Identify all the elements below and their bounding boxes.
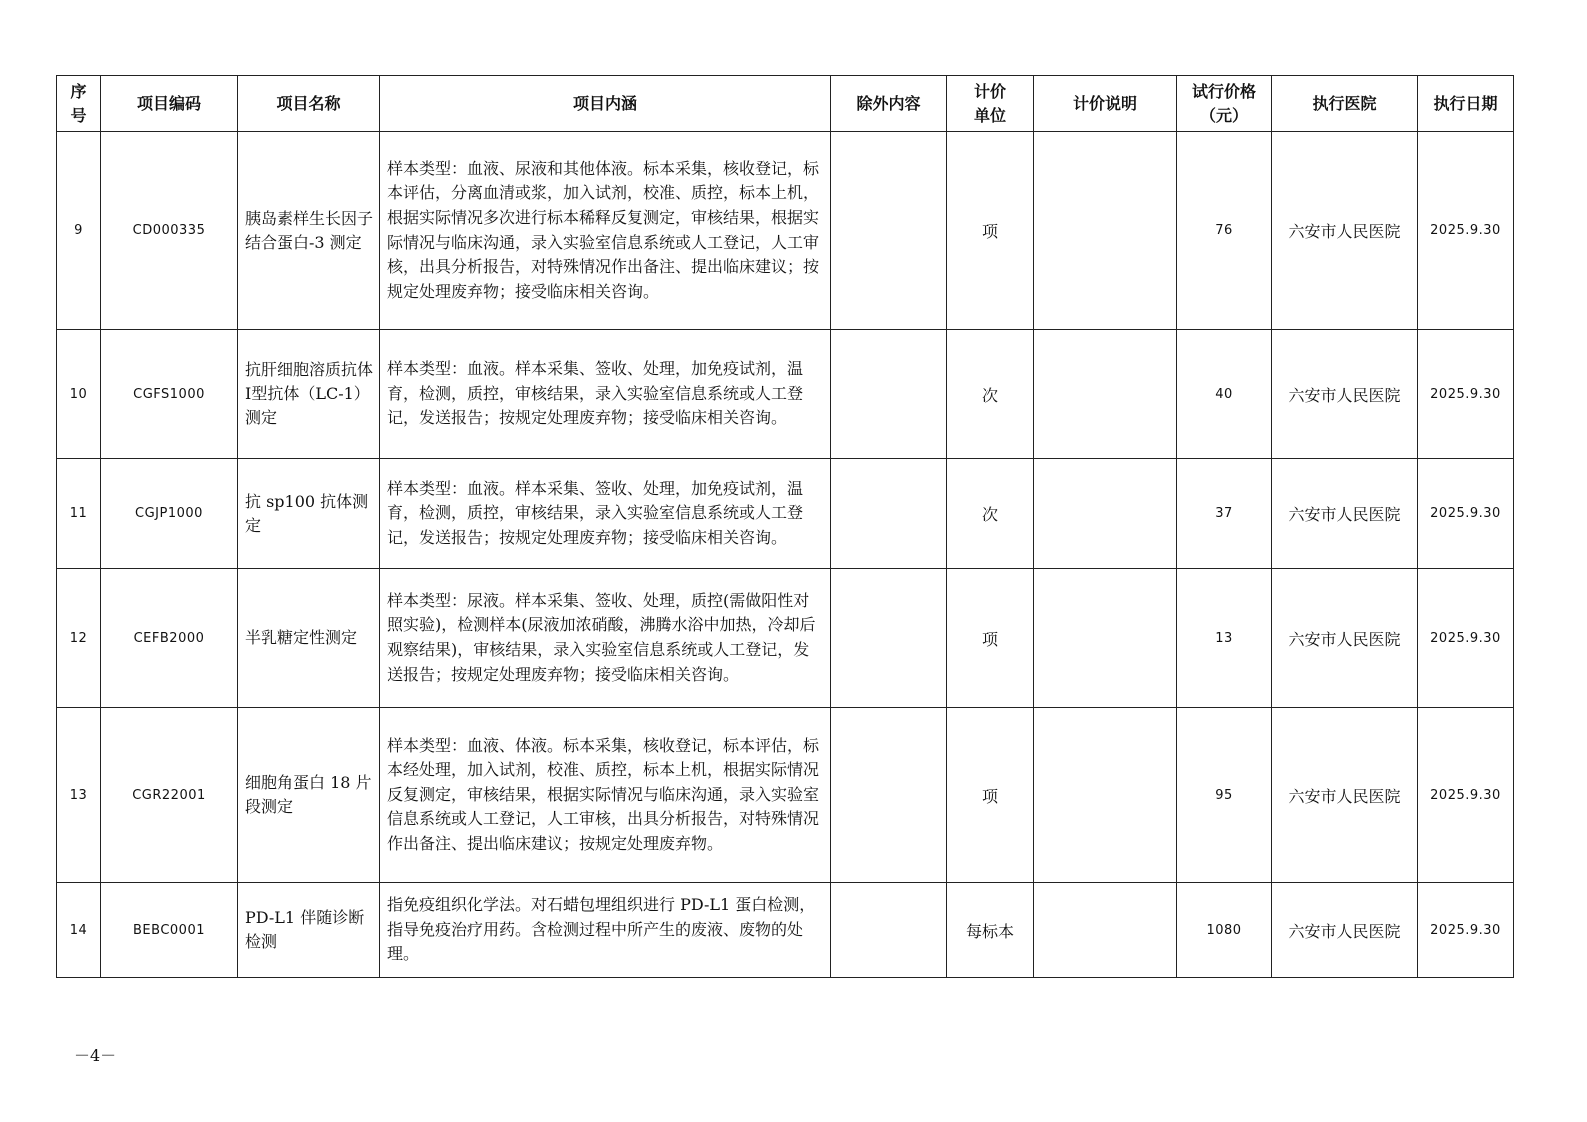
cell-exclusion	[831, 708, 947, 883]
cell-code: BEBC0001	[101, 883, 238, 978]
cell-seq: 14	[57, 883, 101, 978]
cell-note	[1034, 569, 1177, 708]
cell-name: 半乳糖定性测定	[238, 569, 380, 708]
cell-unit: 项	[947, 569, 1034, 708]
header-content: 项目内涵	[380, 76, 831, 132]
cell-date: 2025.9.30	[1418, 569, 1514, 708]
cell-code: CGFS1000	[101, 330, 238, 459]
table-row	[57, 569, 1514, 708]
cell-seq: 9	[57, 132, 101, 330]
cell-price: 95	[1177, 708, 1272, 883]
cell-hospital: 六安市人民医院	[1272, 569, 1418, 708]
cell-date: 2025.9.30	[1418, 883, 1514, 978]
page-number: －4－	[74, 1046, 117, 1065]
cell-content: 指免疫组织化学法。对石蜡包埋组织进行 PD-L1 蛋白检测，指导免疫治疗用药。含检测过程中所产生的废液、废物的处理。	[380, 883, 831, 978]
cell-seq: 13	[57, 708, 101, 883]
cell-exclusion	[831, 459, 947, 569]
cell-seq: 10	[57, 330, 101, 459]
cell-date: 2025.9.30	[1418, 132, 1514, 330]
cell-date: 2025.9.30	[1418, 459, 1514, 569]
table-row	[57, 883, 1514, 978]
cell-note	[1034, 708, 1177, 883]
cell-price: 40	[1177, 330, 1272, 459]
table-row	[57, 132, 1514, 330]
cell-name: 抗 sp100 抗体测定	[238, 459, 380, 569]
header-note: 计价说明	[1034, 76, 1177, 132]
header-row	[57, 76, 1514, 132]
cell-exclusion	[831, 330, 947, 459]
cell-code: CD000335	[101, 132, 238, 330]
cell-exclusion	[831, 883, 947, 978]
cell-seq: 11	[57, 459, 101, 569]
cell-content: 样本类型：血液、尿液和其他体液。标本采集，核收登记，标本评估，分离血清或浆，加入试剂，校准、质控，标本上机，根据实际情况多次进行标本稀释反复测定，审核结果，根据实际情况与临床沟通，录入实验室信息系统或人工登记，人工审核，出具分析报告，对特殊情况作出备注、提出临床建议；按规定处理废弃物；接受临床相关咨询。	[380, 132, 831, 330]
cell-note	[1034, 883, 1177, 978]
cell-unit: 次	[947, 330, 1034, 459]
cell-seq: 12	[57, 569, 101, 708]
cell-name: 胰岛素样生长因子结合蛋白-3 测定	[238, 132, 380, 330]
header-code: 项目编码	[101, 76, 238, 132]
cell-unit: 每标本	[947, 883, 1034, 978]
cell-hospital: 六安市人民医院	[1272, 459, 1418, 569]
cell-unit: 项	[947, 132, 1034, 330]
cell-note	[1034, 330, 1177, 459]
table-row	[57, 708, 1514, 883]
header-seq: 序 号	[57, 76, 101, 132]
cell-date: 2025.9.30	[1418, 708, 1514, 883]
table-row	[57, 459, 1514, 569]
cell-unit: 次	[947, 459, 1034, 569]
header-date: 执行日期	[1418, 76, 1514, 132]
cell-note	[1034, 132, 1177, 330]
cell-code: CEFB2000	[101, 569, 238, 708]
table-row	[57, 330, 1514, 459]
cell-exclusion	[831, 132, 947, 330]
cell-name: PD-L1 伴随诊断检测	[238, 883, 380, 978]
cell-exclusion	[831, 569, 947, 708]
cell-content: 样本类型：血液、体液。标本采集，核收登记，标本评估，标本经处理，加入试剂，校准、质控，标本上机，根据实际情况反复测定，审核结果，根据实际情况与临床沟通，录入实验室信息系统或人工登记，人工审核，出具分析报告，对特殊情况作出备注、提出临床建议；按规定处理废弃物。	[380, 708, 831, 883]
cell-code: CGJP1000	[101, 459, 238, 569]
cell-price: 37	[1177, 459, 1272, 569]
cell-price: 13	[1177, 569, 1272, 708]
cell-price: 76	[1177, 132, 1272, 330]
cell-unit: 项	[947, 708, 1034, 883]
cell-note	[1034, 459, 1177, 569]
cell-hospital: 六安市人民医院	[1272, 708, 1418, 883]
header-price: 试行价格 （元）	[1177, 76, 1272, 132]
cell-content: 样本类型：血液。样本采集、签收、处理，加免疫试剂，温育，检测，质控，审核结果，录入实验室信息系统或人工登记，发送报告；按规定处理废弃物；接受临床相关咨询。	[380, 330, 831, 459]
cell-hospital: 六安市人民医院	[1272, 883, 1418, 978]
cell-hospital: 六安市人民医院	[1272, 132, 1418, 330]
price-table	[56, 75, 1514, 978]
cell-content: 样本类型：尿液。样本采集、签收、处理，质控(需做阳性对照实验)，检测样本(尿液加浓硝酸，沸腾水浴中加热，冷却后观察结果)，审核结果，录入实验室信息系统或人工登记，发送报告；按规定处理废弃物；接受临床相关咨询。	[380, 569, 831, 708]
cell-name: 抗肝细胞溶质抗体Ⅰ型抗体（LC-1）测定	[238, 330, 380, 459]
header-exclusion: 除外内容	[831, 76, 947, 132]
cell-price: 1080	[1177, 883, 1272, 978]
cell-name: 细胞角蛋白 18 片段测定	[238, 708, 380, 883]
cell-code: CGR22001	[101, 708, 238, 883]
cell-hospital: 六安市人民医院	[1272, 330, 1418, 459]
header-unit: 计价 单位	[947, 76, 1034, 132]
cell-date: 2025.9.30	[1418, 330, 1514, 459]
cell-content: 样本类型：血液。样本采集、签收、处理，加免疫试剂，温育，检测，质控，审核结果，录入实验室信息系统或人工登记，发送报告；按规定处理废弃物；接受临床相关咨询。	[380, 459, 831, 569]
header-name: 项目名称	[238, 76, 380, 132]
header-hospital: 执行医院	[1272, 76, 1418, 132]
